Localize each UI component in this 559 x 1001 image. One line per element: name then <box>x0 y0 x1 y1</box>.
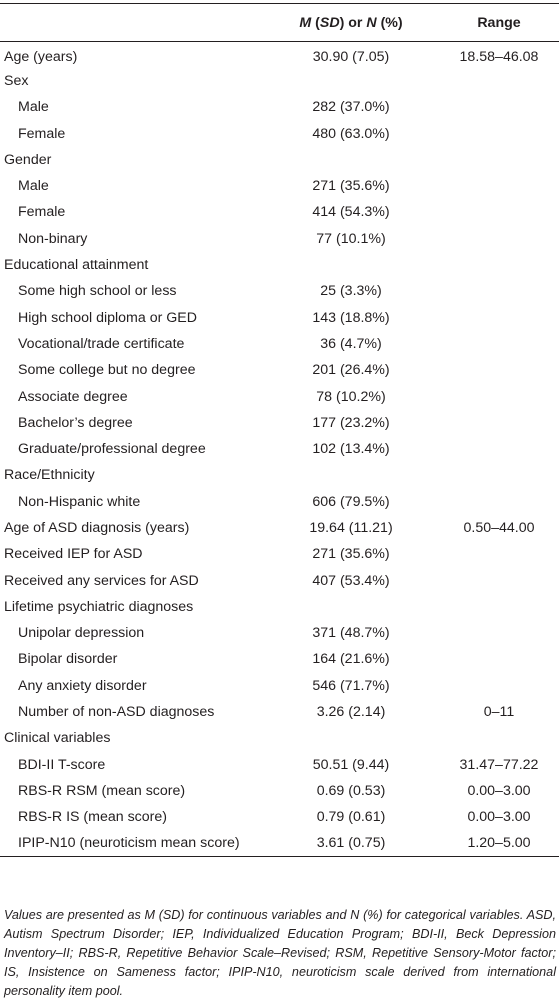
row-label: Any anxiety disorder <box>18 677 147 694</box>
header-statistic <box>263 4 439 42</box>
row-value: 201 (26.4%) <box>312 362 390 379</box>
row-range <box>439 383 559 409</box>
table-row <box>0 42 559 68</box>
row-range <box>439 304 559 330</box>
table-row <box>0 778 559 804</box>
header-statistic-or: ) or <box>339 14 367 31</box>
row-range <box>439 278 559 304</box>
row-value: 78 (10.2%) <box>316 388 386 405</box>
row-range <box>439 252 559 278</box>
row-value: 546 (71.7%) <box>312 677 390 694</box>
row-range: 0.00–3.00 <box>467 809 531 826</box>
row-value: 0.79 (0.61) <box>316 809 386 826</box>
row-label: Non-Hispanic white <box>18 493 141 510</box>
table-footnote: Values are presented as M (SD) for continuous variables and N (%) for categorical variables. ASD, Autism Spectrum Disorder; IEP, Individualized Education Program; BDI-II, Beck Depression Inventory–II; RBS-R, Repetitive Behavior Scale–Revised; RSM, Repetitive Sensory-Motor factor; IS, Insistence on Sameness factor; IPIP-N10, neuroticism scale derived from international personality item pool. <box>4 907 556 998</box>
row-range: 0.00–3.00 <box>467 782 531 799</box>
row-label: BDI-II T-score <box>18 756 106 773</box>
row-label: High school diploma or GED <box>18 309 197 326</box>
table-row <box>0 673 559 699</box>
row-value: 271 (35.6%) <box>312 178 390 195</box>
row-label: Clinical variables <box>4 730 111 747</box>
row-value: 480 (63.0%) <box>312 125 390 142</box>
row-value: 371 (48.7%) <box>312 625 390 642</box>
row-range <box>439 173 559 199</box>
row-value: 414 (54.3%) <box>312 204 390 221</box>
row-label: Vocational/trade certificate <box>18 335 185 352</box>
row-label: Male <box>18 99 49 116</box>
row-label: Educational attainment <box>4 257 149 274</box>
header-statistic-n: N <box>366 14 377 31</box>
table-row <box>0 331 559 357</box>
table-row <box>0 620 559 646</box>
row-range <box>439 199 559 225</box>
row-range <box>439 226 559 252</box>
row-range <box>439 331 559 357</box>
table-body <box>0 42 559 857</box>
row-range <box>439 594 559 620</box>
row-label: Male <box>18 178 49 195</box>
header-statistic-m: M <box>299 14 312 31</box>
row-range <box>439 68 559 94</box>
row-label: Bachelor’s degree <box>18 414 133 431</box>
row-range <box>439 725 559 751</box>
row-range <box>439 489 559 515</box>
row-range: 31.47–77.22 <box>459 756 539 773</box>
row-range <box>439 410 559 436</box>
header-variable <box>0 4 263 42</box>
row-label: RBS-R IS (mean score) <box>18 809 168 826</box>
header-range: Range <box>439 4 559 42</box>
table-row <box>0 752 559 778</box>
row-range <box>439 567 559 593</box>
row-range: 0.50–44.00 <box>463 519 535 536</box>
row-value <box>263 147 439 173</box>
table-row <box>0 515 559 541</box>
table-row <box>0 304 559 330</box>
row-value: 36 (4.7%) <box>320 335 382 352</box>
row-label: Non-binary <box>18 230 88 247</box>
row-range <box>439 357 559 383</box>
table-row <box>0 489 559 515</box>
row-label: RBS-R RSM (mean score) <box>18 782 186 799</box>
header-statistic-sd: SD <box>319 14 340 31</box>
row-value: 25 (3.3%) <box>320 283 382 300</box>
table-row <box>0 436 559 462</box>
row-value <box>263 594 439 620</box>
row-value: 177 (23.2%) <box>312 414 390 431</box>
row-label: Sex <box>4 72 29 89</box>
table-row <box>0 252 559 278</box>
table-header <box>0 4 559 42</box>
row-range <box>439 673 559 699</box>
row-label: Graduate/professional degree <box>18 441 206 458</box>
row-range: 0–11 <box>483 704 515 721</box>
table-row <box>0 383 559 409</box>
row-value: 30.90 (7.05) <box>312 48 390 65</box>
row-label: Race/Ethnicity <box>4 467 95 484</box>
table-row <box>0 68 559 94</box>
row-label: Lifetime psychiatric diagnoses <box>4 598 194 615</box>
row-value: 19.64 (11.21) <box>309 519 393 536</box>
table-row <box>0 147 559 173</box>
table-row <box>0 120 559 146</box>
row-label: Gender <box>4 151 52 168</box>
table-row <box>0 830 559 856</box>
row-value: 164 (21.6%) <box>312 651 390 668</box>
row-label: Number of non-ASD diagnoses <box>18 704 215 721</box>
row-range <box>439 94 559 120</box>
row-range <box>439 620 559 646</box>
table-row <box>0 410 559 436</box>
row-value: 0.69 (0.53) <box>316 782 386 799</box>
row-label: Unipolar depression <box>18 625 145 642</box>
row-value <box>263 252 439 278</box>
header-statistic-open: ( <box>311 14 320 31</box>
row-range <box>439 462 559 488</box>
row-value <box>263 68 439 94</box>
row-label: Received any services for ASD <box>4 572 199 589</box>
table-row <box>0 541 559 567</box>
row-value: 407 (53.4%) <box>312 572 390 589</box>
row-label: Age (years) <box>4 48 78 65</box>
table-row <box>0 594 559 620</box>
row-range <box>439 646 559 672</box>
table-row <box>0 199 559 225</box>
row-range: 1.20–5.00 <box>439 830 559 856</box>
row-label: Associate degree <box>18 388 128 405</box>
table-row <box>0 725 559 751</box>
table-row <box>0 278 559 304</box>
table-row <box>0 357 559 383</box>
table-row <box>0 646 559 672</box>
row-range <box>439 436 559 462</box>
row-value: 606 (79.5%) <box>312 493 390 510</box>
table-row <box>0 699 559 725</box>
row-value <box>263 462 439 488</box>
row-value: 3.61 (0.75) <box>263 830 439 856</box>
row-label: Female <box>18 125 66 142</box>
row-label: IPIP-N10 (neuroticism mean score) <box>0 830 263 856</box>
row-label: Received IEP for ASD <box>4 546 143 563</box>
table-row <box>0 804 559 830</box>
row-value: 3.26 (2.14) <box>316 704 386 721</box>
row-value: 50.51 (9.44) <box>312 756 390 773</box>
demographics-table <box>0 3 559 857</box>
row-value <box>263 725 439 751</box>
table-row <box>0 94 559 120</box>
row-label: Age of ASD diagnosis (years) <box>4 519 190 536</box>
row-label: Female <box>18 204 66 221</box>
row-label: Some college but no degree <box>18 362 196 379</box>
table-row <box>0 173 559 199</box>
row-value: 143 (18.8%) <box>312 309 390 326</box>
row-value: 77 (10.1%) <box>316 230 386 247</box>
row-value: 271 (35.6%) <box>312 546 390 563</box>
row-range <box>439 541 559 567</box>
row-range: 18.58–46.08 <box>459 48 539 65</box>
table-row <box>0 567 559 593</box>
table-row <box>0 462 559 488</box>
row-range <box>439 147 559 173</box>
row-label: Bipolar disorder <box>18 651 118 668</box>
row-range <box>439 120 559 146</box>
row-value: 282 (37.0%) <box>312 99 390 116</box>
row-label: Some high school or less <box>18 283 177 300</box>
row-value: 102 (13.4%) <box>312 441 390 458</box>
header-statistic-pct: (%) <box>376 14 403 31</box>
table-row <box>0 226 559 252</box>
